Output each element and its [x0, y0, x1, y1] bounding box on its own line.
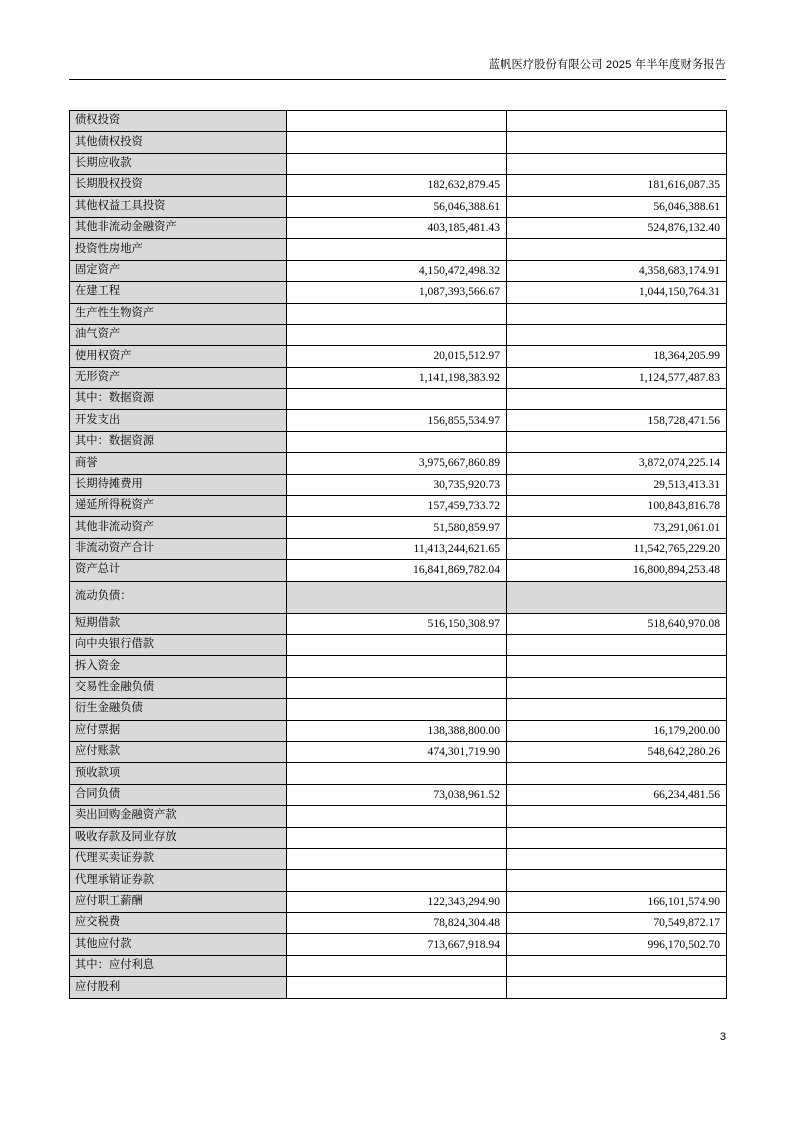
row-value-period-end — [287, 827, 507, 848]
row-label: 其他债权投资 — [70, 132, 287, 153]
row-value-period-begin: 11,542,765,229.20 — [507, 538, 727, 559]
row-value-period-begin: 996,170,502.70 — [507, 934, 727, 955]
table-row — [70, 763, 727, 784]
row-label: 使用权资产 — [70, 346, 287, 367]
row-value-period-begin — [507, 153, 727, 174]
row-value-period-end — [287, 656, 507, 677]
row-value-period-end — [287, 763, 507, 784]
row-value-period-end — [287, 153, 507, 174]
row-value-period-begin — [507, 977, 727, 998]
row-value-period-end: 156,855,534.97 — [287, 410, 507, 431]
row-label: 拆入资金 — [70, 656, 287, 677]
table-row — [70, 132, 727, 153]
table-row — [70, 677, 727, 698]
row-value-period-end — [287, 977, 507, 998]
row-value-period-end — [287, 581, 507, 613]
row-value-period-begin: 29,513,413.31 — [507, 474, 727, 495]
row-label: 生产性生物资产 — [70, 303, 287, 324]
row-value-period-begin: 166,101,574.90 — [507, 891, 727, 912]
row-label: 代理买卖证券款 — [70, 848, 287, 869]
table-row — [70, 784, 727, 805]
table-row — [70, 977, 727, 998]
row-value-period-begin — [507, 431, 727, 452]
row-label: 吸收存款及同业存放 — [70, 827, 287, 848]
row-label: 油气资产 — [70, 324, 287, 345]
row-label: 其中：数据资源 — [70, 431, 287, 452]
row-value-period-begin: 158,728,471.56 — [507, 410, 727, 431]
table-row — [70, 217, 727, 238]
row-value-period-end: 403,185,481.43 — [287, 217, 507, 238]
row-value-period-end: 138,388,800.00 — [287, 720, 507, 741]
row-value-period-end: 122,343,294.90 — [287, 891, 507, 912]
table-row — [70, 581, 727, 613]
table-row — [70, 175, 727, 196]
row-label: 资产总计 — [70, 560, 287, 581]
table-row — [70, 239, 727, 260]
row-value-period-end: 16,841,869,782.04 — [287, 560, 507, 581]
row-value-period-begin: 16,179,200.00 — [507, 720, 727, 741]
table-row — [70, 282, 727, 303]
row-value-period-end: 1,087,393,566.67 — [287, 282, 507, 303]
row-label: 商誉 — [70, 453, 287, 474]
table-row — [70, 955, 727, 976]
table-row — [70, 453, 727, 474]
row-label: 其中：应付利息 — [70, 955, 287, 976]
row-label: 应付股利 — [70, 977, 287, 998]
table-row — [70, 517, 727, 538]
row-label: 合同负债 — [70, 784, 287, 805]
row-value-period-begin — [507, 656, 727, 677]
table-row — [70, 367, 727, 388]
row-value-period-begin — [507, 806, 727, 827]
row-label: 投资性房地产 — [70, 239, 287, 260]
row-value-period-begin: 66,234,481.56 — [507, 784, 727, 805]
row-label: 交易性金融负债 — [70, 677, 287, 698]
row-value-period-end — [287, 870, 507, 891]
row-value-period-end: 20,015,512.97 — [287, 346, 507, 367]
row-value-period-end — [287, 699, 507, 720]
row-label: 向中央银行借款 — [70, 634, 287, 655]
row-value-period-begin: 100,843,816.78 — [507, 496, 727, 517]
row-label: 代理承销证券款 — [70, 870, 287, 891]
table-row — [70, 260, 727, 281]
row-label: 固定资产 — [70, 260, 287, 281]
row-value-period-begin: 1,124,577,487.83 — [507, 367, 727, 388]
balance-sheet-table — [69, 110, 727, 999]
row-value-period-begin: 16,800,894,253.48 — [507, 560, 727, 581]
row-value-period-end — [287, 239, 507, 260]
row-value-period-begin: 548,642,280.26 — [507, 741, 727, 762]
row-value-period-begin — [507, 699, 727, 720]
row-label: 长期股权投资 — [70, 175, 287, 196]
row-value-period-end: 4,150,472,498.32 — [287, 260, 507, 281]
table-row — [70, 346, 727, 367]
row-value-period-end — [287, 634, 507, 655]
row-value-period-begin — [507, 634, 727, 655]
row-label: 长期应收款 — [70, 153, 287, 174]
row-value-period-end: 516,150,308.97 — [287, 613, 507, 634]
table-row — [70, 891, 727, 912]
running-header-title: 蓝帆医疗股份有限公司 2025 年半年度财务报告 — [488, 59, 726, 71]
row-value-period-end: 157,459,733.72 — [287, 496, 507, 517]
row-value-period-end: 182,632,879.45 — [287, 175, 507, 196]
row-value-period-begin — [507, 111, 727, 132]
row-value-period-begin: 3,872,074,225.14 — [507, 453, 727, 474]
row-value-period-begin: 70,549,872.17 — [507, 913, 727, 934]
row-value-period-end: 73,038,961.52 — [287, 784, 507, 805]
row-label: 短期借款 — [70, 613, 287, 634]
row-value-period-end: 1,141,198,383.92 — [287, 367, 507, 388]
row-label: 债权投资 — [70, 111, 287, 132]
row-label: 应交税费 — [70, 913, 287, 934]
row-value-period-end — [287, 389, 507, 410]
row-value-period-end — [287, 132, 507, 153]
row-value-period-end — [287, 848, 507, 869]
page-number: 3 — [719, 1031, 726, 1043]
row-value-period-begin — [507, 763, 727, 784]
row-label: 在建工程 — [70, 282, 287, 303]
row-value-period-begin: 56,046,388.61 — [507, 196, 727, 217]
row-value-period-end — [287, 431, 507, 452]
table-row — [70, 720, 727, 741]
row-value-period-begin: 73,291,061.01 — [507, 517, 727, 538]
row-label: 衍生金融负债 — [70, 699, 287, 720]
table-row — [70, 153, 727, 174]
table-row — [70, 496, 727, 517]
balance-sheet-body — [70, 111, 727, 999]
table-row — [70, 474, 727, 495]
row-value-period-end — [287, 111, 507, 132]
row-value-period-end — [287, 303, 507, 324]
row-label: 其中：数据资源 — [70, 389, 287, 410]
table-row — [70, 634, 727, 655]
row-label: 递延所得税资产 — [70, 496, 287, 517]
table-row — [70, 196, 727, 217]
row-label: 流动负债： — [70, 581, 287, 613]
row-value-period-end: 56,046,388.61 — [287, 196, 507, 217]
row-value-period-end: 713,667,918.94 — [287, 934, 507, 955]
row-value-period-begin — [507, 239, 727, 260]
table-row — [70, 111, 727, 132]
row-label: 预收款项 — [70, 763, 287, 784]
table-row — [70, 613, 727, 634]
table-row — [70, 538, 727, 559]
row-label: 非流动资产合计 — [70, 538, 287, 559]
row-value-period-begin — [507, 955, 727, 976]
table-row — [70, 560, 727, 581]
table-row — [70, 303, 727, 324]
row-value-period-begin: 524,876,132.40 — [507, 217, 727, 238]
row-value-period-end — [287, 806, 507, 827]
row-value-period-begin: 4,358,683,174.91 — [507, 260, 727, 281]
row-value-period-end: 30,735,920.73 — [287, 474, 507, 495]
table-row — [70, 913, 727, 934]
table-row — [70, 324, 727, 345]
table-row — [70, 656, 727, 677]
row-label: 应付票据 — [70, 720, 287, 741]
row-value-period-end: 474,301,719.90 — [287, 741, 507, 762]
row-label: 长期待摊费用 — [70, 474, 287, 495]
row-value-period-begin — [507, 303, 727, 324]
table-row — [70, 741, 727, 762]
row-label: 无形资产 — [70, 367, 287, 388]
row-value-period-begin — [507, 848, 727, 869]
row-value-period-end: 3,975,667,860.89 — [287, 453, 507, 474]
row-label: 其他非流动金融资产 — [70, 217, 287, 238]
row-label: 其他应付款 — [70, 934, 287, 955]
row-value-period-begin: 181,616,087.35 — [507, 175, 727, 196]
row-value-period-begin — [507, 581, 727, 613]
row-value-period-begin — [507, 132, 727, 153]
table-row — [70, 827, 727, 848]
row-value-period-begin — [507, 324, 727, 345]
table-row — [70, 848, 727, 869]
row-label: 卖出回购金融资产款 — [70, 806, 287, 827]
header-rule — [69, 79, 726, 80]
row-label: 应付职工薪酬 — [70, 891, 287, 912]
table-row — [70, 431, 727, 452]
row-label: 应付账款 — [70, 741, 287, 762]
row-value-period-begin: 518,640,970.08 — [507, 613, 727, 634]
row-value-period-end: 51,580,859.97 — [287, 517, 507, 538]
row-value-period-end: 11,413,244,621.65 — [287, 538, 507, 559]
table-row — [70, 870, 727, 891]
table-row — [70, 389, 727, 410]
row-value-period-begin — [507, 870, 727, 891]
table-row — [70, 934, 727, 955]
table-row — [70, 699, 727, 720]
row-value-period-end — [287, 955, 507, 976]
row-label: 开发支出 — [70, 410, 287, 431]
row-value-period-begin — [507, 389, 727, 410]
row-value-period-begin — [507, 677, 727, 698]
row-value-period-end — [287, 677, 507, 698]
row-value-period-end — [287, 324, 507, 345]
row-value-period-end: 78,824,304.48 — [287, 913, 507, 934]
row-value-period-begin — [507, 827, 727, 848]
table-row — [70, 410, 727, 431]
table-row — [70, 806, 727, 827]
row-value-period-begin: 18,364,205.99 — [507, 346, 727, 367]
row-label: 其他权益工具投资 — [70, 196, 287, 217]
row-value-period-begin: 1,044,150,764.31 — [507, 282, 727, 303]
row-label: 其他非流动资产 — [70, 517, 287, 538]
